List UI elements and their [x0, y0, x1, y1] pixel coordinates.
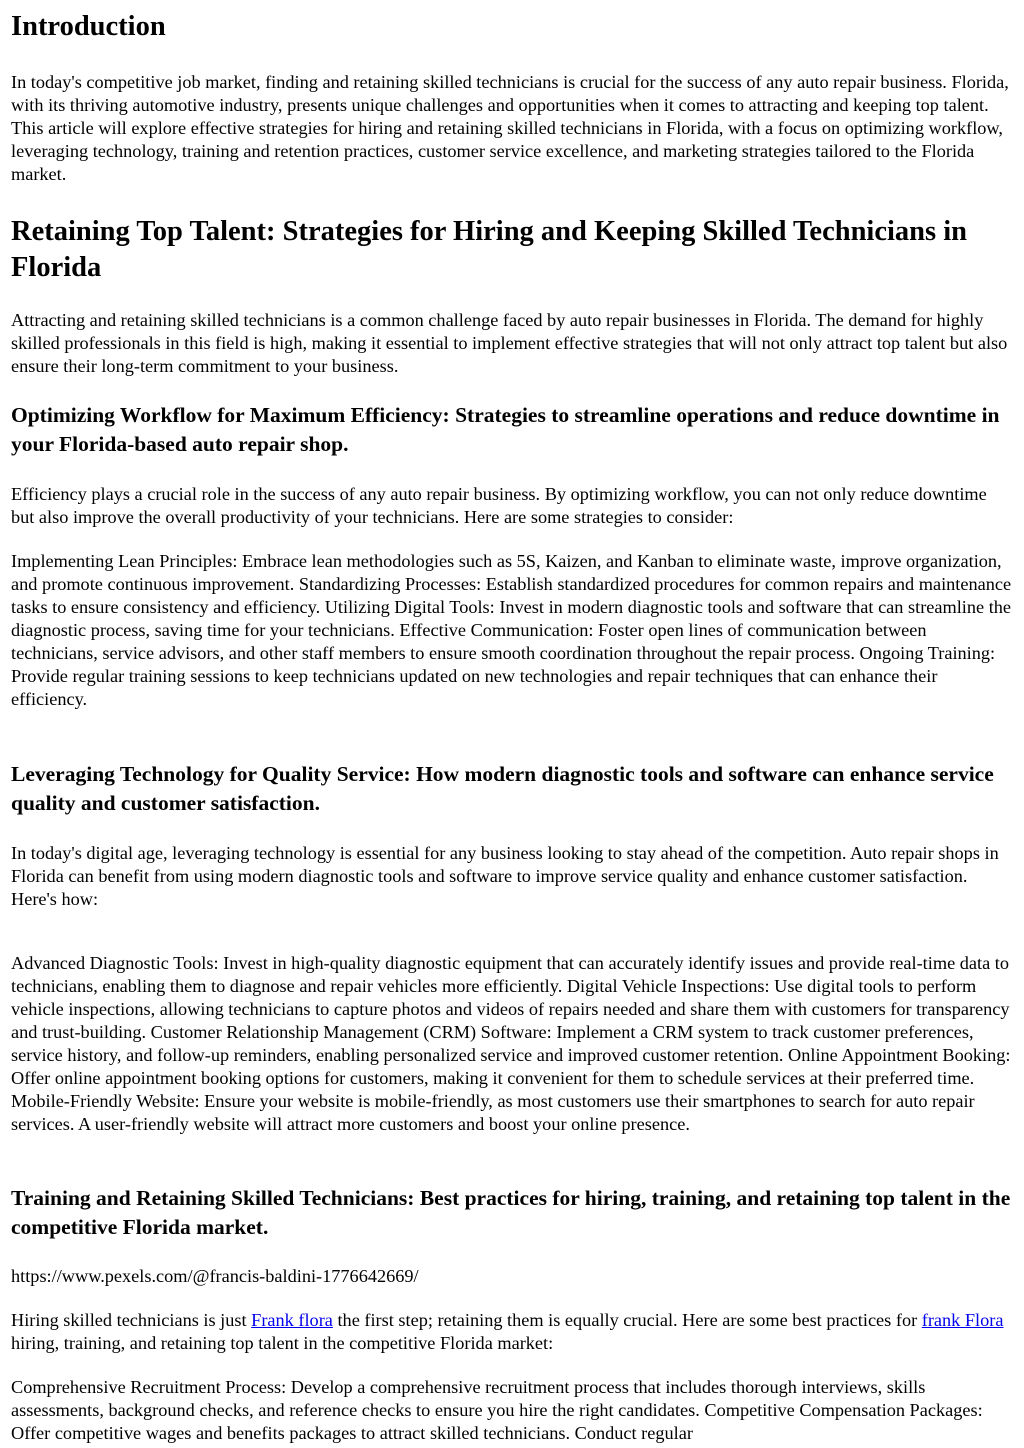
training-paragraph-2 [11, 1309, 1014, 1355]
frank-flora-link-2[interactable]: frank Flora [921, 1310, 1004, 1330]
workflow-heading: Optimizing Workflow for Maximum Efficiency: Strategies to streamline operations and reduce downtime in your Florida-based auto repair shop. [11, 403, 1000, 456]
technology-paragraph-2: Advanced Diagnostic Tools: Invest in high-quality diagnostic equipment that can accurately identify issues and provide real-time data to technicians, enabling them to diagnose and repair vehicles more efficiently. Digital Vehicle Inspections: Use digital tools to perform vehicle inspections, allowing technicians to capture photos and videos of repairs needed and share them with customers for transparency and trust-building. Customer Relationship Management (CRM) Software: Implement a CRM system to track customer preferences, service history, and follow-up reminders, enabling personalized service and improved customer retention. Online Appointment Booking: Offer online appointment booking options for customers, making it convenient for them to schedule services at their preferred time. Mobile-Friendly Website: Ensure your website is mobile-friendly, as most customers use their smartphones to search for auto repair services. A user-friendly website will attract more customers and boost your online presence. [11, 953, 1011, 1134]
technology-heading: Leveraging Technology for Quality Service: How modern diagnostic tools and software can enhance service quality and customer satisfaction. [11, 762, 994, 815]
frank-flora-link-1[interactable]: Frank flora [251, 1310, 333, 1330]
workflow-paragraph-2: Implementing Lean Principles: Embrace lean methodologies such as 5S, Kaizen, and Kanban to eliminate waste, improve organization, and promote continuous improvement. Standardizing Processes: Establish standardized procedures for common repairs and maintenance tasks to ensure consistency and efficiency. Utilizing Digital Tools: Invest in modern diagnostic tools and software that can streamline the diagnostic process, saving time for your technicians. Effective Communication: Foster open lines of communication between technicians, service advisors, and other staff members to ensure smooth coordination throughout the repair process. Ongoing Training: Provide regular training sessions to keep technicians updated on new technologies and repair techniques that can enhance their efficiency. [11, 551, 1012, 709]
training-text-before-link: Hiring skilled technicians is just [11, 1310, 252, 1330]
technology-paragraph-1: In today's digital age, leveraging technology is essential for any business looking to stay ahead of the competition. Auto repair shops in Florida can benefit from using modern diagnostic tools and software to improve service quality and enhance customer satisfaction. Here's how: [11, 843, 999, 909]
training-paragraph-3: Comprehensive Recruitment Process: Develop a comprehensive recruitment process that includes thorough interviews, skills assessments, background checks, and reference checks to ensure you hire the right candidates. Competitive Compensation Packages: Offer competitive wages and benefits packages to attract skilled technicians. Conduct regular [11, 1377, 983, 1443]
retaining-paragraph: Attracting and retaining skilled technicians is a common challenge faced by auto repair businesses in Florida. The demand for highly skilled professionals in this field is high, making it essential to implement effective strategies that will not only attract top talent but also ensure their long-term commitment to your business. [11, 310, 1008, 376]
intro-heading: Introduction [11, 11, 166, 42]
training-text-after-link: hiring, training, and retaining top talent in the competitive Florida market: [11, 1333, 554, 1353]
intro-paragraph: In today's competitive job market, finding and retaining skilled technicians is crucial for the success of any auto repair business. Florida, with its thriving automotive industry, presents unique challenges and opportunities when it comes to attracting and keeping top talent. This article will explore effective strategies for hiring and retaining skilled technicians in Florida, with a focus on optimizing workflow, leveraging technology, training and retention practices, customer service excellence, and marketing strategies tailored to the Florida market. [11, 72, 1009, 184]
image-source-url: https://www.pexels.com/@francis-baldini-1776642669/ [11, 1266, 419, 1286]
retaining-heading: Retaining Top Talent: Strategies for Hiring and Keeping Skilled Technicians in Florida [11, 216, 968, 283]
training-text-between-links: the first step; retaining them is equally crucial. Here are some best practices for [332, 1310, 922, 1330]
training-heading: Training and Retaining Skilled Technicians: Best practices for hiring, training, and retaining top talent in the competitive Florida market. [11, 1186, 1011, 1239]
workflow-paragraph-1: Efficiency plays a crucial role in the success of any auto repair business. By optimizing workflow, you can not only reduce downtime but also improve the overall productivity of your technicians. Here are some strategies to consider: [11, 484, 987, 527]
